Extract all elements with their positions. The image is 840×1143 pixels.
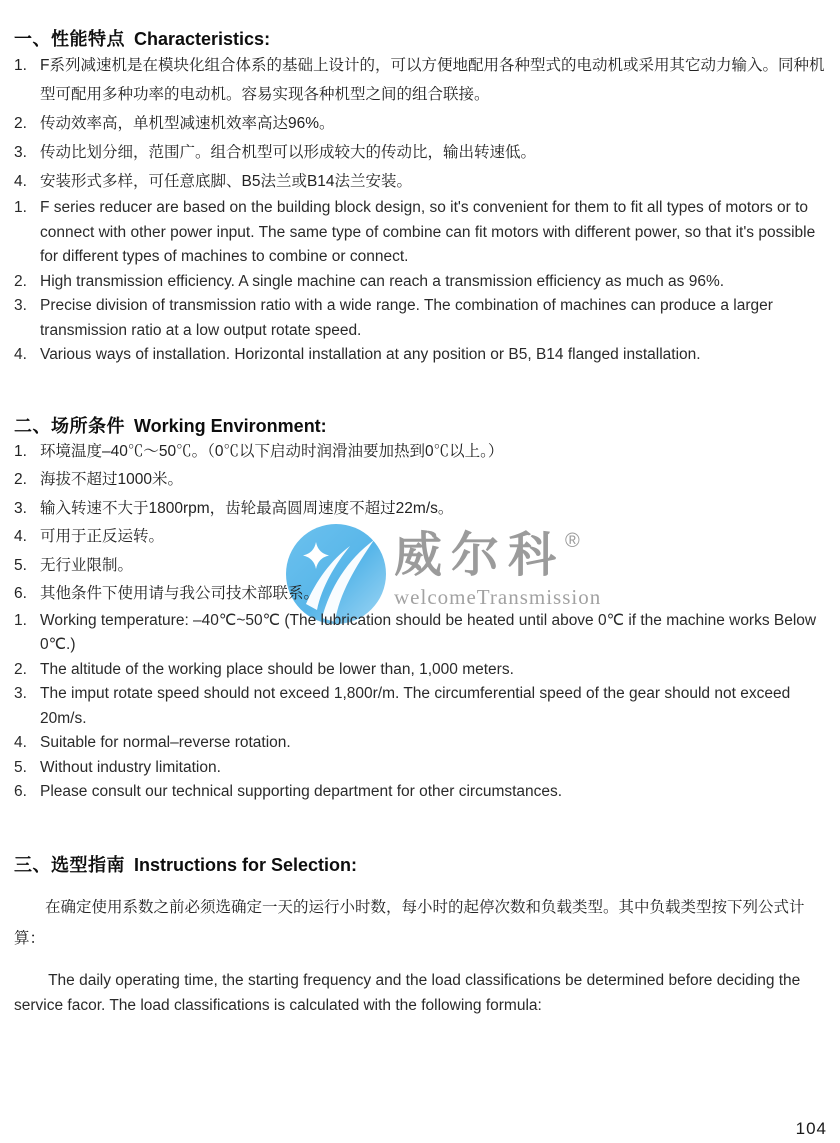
item-text: 无行业限制。 [40, 556, 134, 574]
selection-paragraph-en: The daily operating time, the starting frequency and the load classifications be determined before deciding the service facor. The load classifications is calculated with the following formula: [14, 971, 801, 1014]
section-2-title-en: Working Environment: [134, 415, 327, 436]
item-text: Working temperature: –40℃~50℃ (The lubrication should be heated until above 0℃ if the machine works Below 0℃.) [40, 611, 817, 653]
section-1-title-cn: 一、性能特点 [14, 29, 125, 49]
list-item [14, 495, 828, 524]
page-number: 104 [795, 1119, 827, 1138]
list-item [14, 580, 828, 609]
item-text: 其他条件下使用请与我公司技术部联系。 [40, 585, 320, 602]
list-item [14, 756, 828, 781]
characteristics-list-en [14, 196, 828, 368]
brand-name-cn: 威尔科 [394, 529, 566, 582]
section-1-heading [14, 27, 828, 51]
item-text: 环境温度–40℃～50℃。（0℃以下启动时润滑油要加热到0℃以上。） [40, 442, 504, 460]
item-number: 5. [14, 556, 27, 574]
item-number: 1. [14, 199, 27, 216]
item-number: 1. [14, 57, 27, 74]
list-item [14, 466, 828, 495]
list-item [14, 109, 828, 138]
list-item [14, 682, 828, 731]
item-text: 传动效率高，单机型减速机效率高达96%。 [40, 115, 335, 132]
list-item [14, 343, 828, 368]
item-text: 可用于正反运转。 [40, 528, 165, 545]
selection-paragraph-cn: 在确定使用系数之前必须选确定一天的运行小时数，每小时的起停次数和负载类型。其中负载类型按下列公式计算： [14, 898, 805, 947]
working-environment-list-cn [14, 438, 828, 609]
item-number: 4. [14, 734, 27, 751]
item-text: High transmission efficiency. A single machine can reach a transmission efficiency as much as 96%. [40, 272, 725, 290]
item-number: 4. [14, 173, 27, 190]
item-number: 2. [14, 272, 27, 290]
section-2-heading [14, 414, 828, 438]
list-item [14, 609, 828, 658]
item-number: 3. [14, 144, 27, 161]
item-text: The imput rotate speed should not exceed 1,800r/m. The circumferential speed of the gear should not exceed 20m/s. [40, 685, 791, 727]
section-3-title-cn: 三、选型指南 [14, 854, 125, 875]
section-3-heading [14, 853, 828, 877]
list-item [14, 658, 828, 683]
list-item [14, 780, 828, 805]
item-text: The altitude of the working place should be lower than, 1,000 meters. [40, 660, 514, 678]
item-number: 1. [14, 611, 27, 629]
item-number: 4. [14, 346, 27, 363]
item-text: Various ways of installation. Horizontal installation at any position or B5, B14 flanged installation. [40, 346, 701, 363]
item-text: 海拔不超过1000米。 [40, 471, 183, 488]
item-number: 4. [14, 528, 27, 545]
item-number: 5. [14, 758, 27, 776]
section-3-title-en: Instructions for Selection: [134, 854, 358, 875]
item-text: F series reducer are based on the building block design, so it's convenient for them to fit all types of motors or to connect with other power input. The same type of combine can fit motors with different power, so that it's possible for different types of machines to combine or connect. [40, 199, 816, 265]
list-item [14, 523, 828, 552]
list-item [14, 167, 828, 196]
item-number: 2. [14, 471, 27, 488]
working-environment-list-en [14, 609, 828, 805]
item-text: Please consult our technical supporting department for other circumstances. [40, 783, 563, 800]
list-item [14, 138, 828, 167]
section-1-title-en: Characteristics: [134, 29, 271, 49]
list-item [14, 51, 828, 109]
item-number: 3. [14, 685, 27, 702]
item-text: Without industry limitation. [40, 758, 221, 776]
item-text: 输入转速不大于1800rpm，齿轮最高圆周速度不超过22m/s。 [40, 499, 454, 517]
section-2-title-cn: 二、场所条件 [14, 415, 125, 436]
list-item [14, 438, 828, 467]
item-text: 传动比划分细，范围广。组合机型可以形成较大的传动比，输出转速低。 [40, 144, 537, 161]
list-item [14, 294, 828, 343]
list-item [14, 270, 828, 295]
brand-name-en: welcomeTransmission [394, 585, 602, 609]
item-text: F系列减速机是在模块化组合体系的基础上设计的，可以方便地配用各种型式的电动机或采用其它动力输入。同种机型可配用多种功率的电动机。容易实现各种机型之间的组合联接。 [40, 57, 825, 103]
item-number: 6. [14, 585, 27, 602]
list-item [14, 552, 828, 581]
item-number: 3. [14, 297, 27, 314]
list-item [14, 731, 828, 756]
registered-trademark-symbol: ® [565, 530, 580, 552]
item-number: 6. [14, 783, 27, 800]
item-text: 安装形式多样，可任意底脚、B5法兰或B14法兰安装。 [40, 173, 413, 190]
characteristics-list-cn [14, 51, 828, 196]
item-number: 2. [14, 660, 27, 678]
item-text: Precise division of transmission ratio with a wide range. The combination of machines can produce a larger transmission ratio at a low output rotate speed. [40, 297, 773, 339]
item-number: 3. [14, 499, 27, 517]
list-item [14, 196, 828, 270]
item-number: 2. [14, 115, 27, 132]
item-text: Suitable for normal–reverse rotation. [40, 734, 291, 751]
item-number: 1. [14, 442, 27, 460]
